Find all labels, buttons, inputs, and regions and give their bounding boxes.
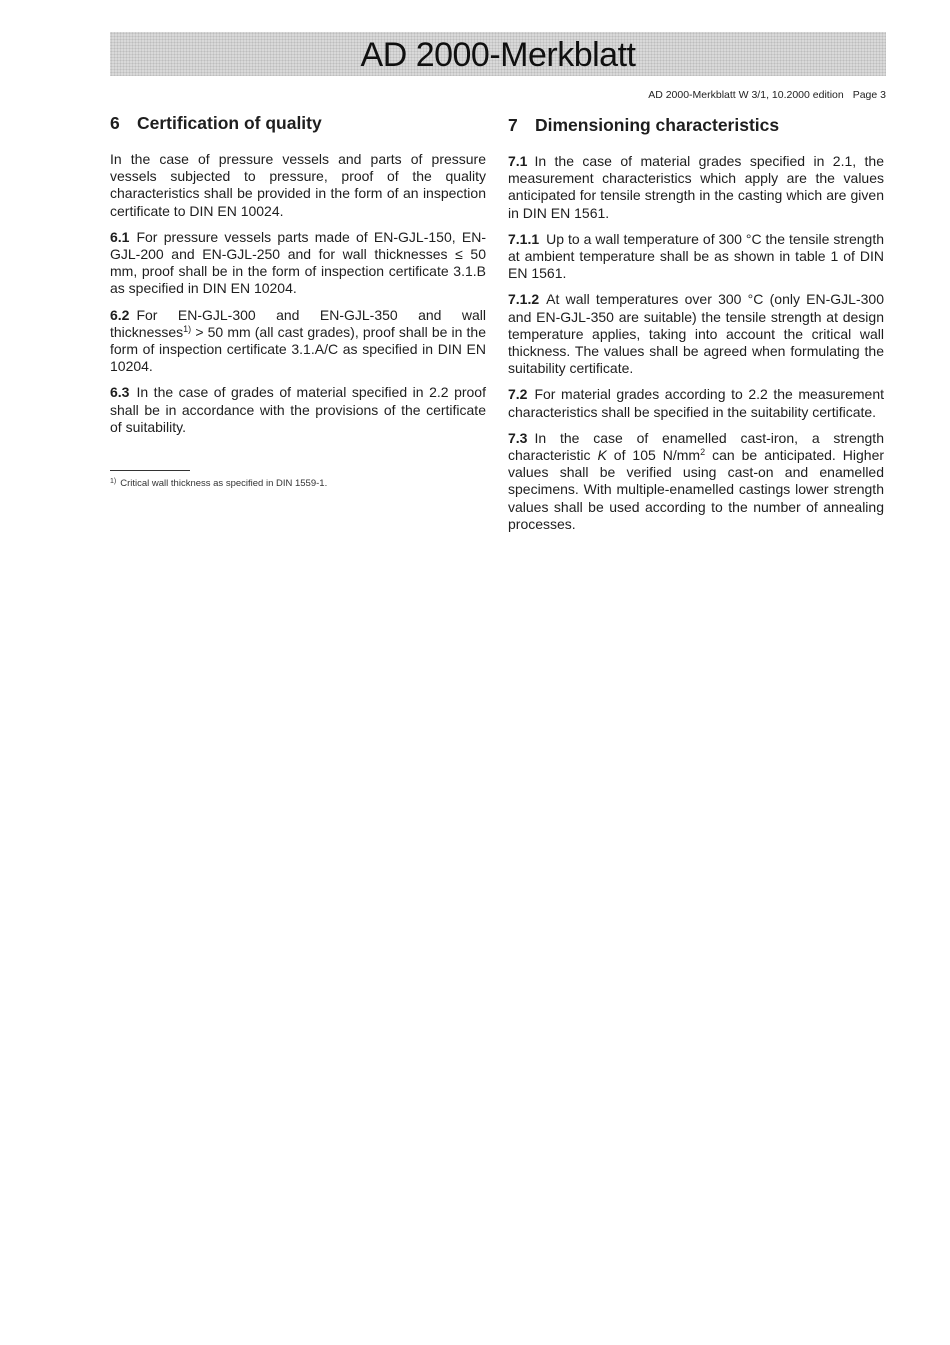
paragraph-7-1-1-number: 7.1.1 — [508, 230, 540, 247]
page-reference — [648, 89, 886, 101]
section-7-number: 7 — [508, 115, 518, 135]
paragraph-7-1-1-text: Up to a wall temperature of 300 °C the tensile strength at ambient temperature shall be as shown in table 1 of DIN EN 1561. — [508, 230, 884, 282]
strength-symbol-k: K — [597, 447, 607, 464]
section-6-title: Certification of quality — [137, 113, 322, 133]
paragraph-7-1-2-number: 7.1.2 — [508, 291, 540, 308]
section-6-heading — [110, 112, 486, 134]
paragraph-6-2-text-end: > 50 mm (all cast grades), proof shall be in the form of inspection certificate 3.1.A/C as specified in DIN EN 10204. — [110, 323, 487, 375]
paragraph-6-3-text: In the case of grades of material specified in 2.2 proof shall be in accordance with the provisions of the certificate of suitability. — [110, 384, 486, 435]
paragraph-7-1-text: In the case of material grades specified in 2.1, the measurement characteristics which apply are the values anticipated for tensile strength in the casting which are given in DIN EN 1561. — [508, 153, 884, 221]
right-column — [508, 114, 884, 542]
paragraph-7-2-text: For material grades according to 2.2 the measurement characteristics shall be specified in the suitability certificate. — [508, 386, 884, 420]
paragraph-6-2-number: 6.2 — [110, 306, 130, 323]
paragraph-7-2 — [508, 386, 884, 420]
unit-exponent: 2 — [700, 447, 706, 458]
edition-reference: AD 2000-Merkblatt W 3/1, 10.2000 edition — [648, 89, 844, 101]
section-6-intro: In the case of pressure vessels and parts of pressure vessels subjected to pressure, proof of the quality characteristics shall be provided in the form of an inspection certificate to DIN EN 10024. — [110, 151, 486, 219]
paragraph-6-1-text: For pressure vessels parts made of EN-GJL-150, EN-GJL-200 and EN-GJL-250 and for wall thicknesses ≤ 50 mm, proof shall be in the form of inspection certificate 3.1.B as specified in DIN EN 10204. — [110, 228, 486, 297]
paragraph-7-1-2 — [508, 291, 884, 377]
paragraph-6-1-number: 6.1 — [110, 228, 130, 245]
paragraph-7-3-text-start: In the case of enamelled cast-iron, a strength characteristic — [508, 429, 884, 464]
section-6-number: 6 — [110, 113, 120, 133]
section-7-title: Dimensioning characteristics — [535, 115, 780, 135]
paragraph-7-3 — [508, 430, 884, 533]
footnote-divider — [110, 470, 190, 471]
paragraph-7-2-number: 7.2 — [508, 386, 528, 403]
paragraph-7-1-number: 7.1 — [508, 153, 528, 169]
footnote-reference: 1) — [183, 323, 192, 334]
paragraph-7-3-number: 7.3 — [508, 429, 528, 446]
left-column — [110, 112, 486, 445]
header-banner — [110, 32, 886, 76]
footnote-mark: 1) — [110, 478, 117, 485]
footnote — [110, 478, 327, 489]
document-title: AD 2000-Merkblatt — [360, 35, 636, 74]
paragraph-6-1 — [110, 229, 486, 298]
paragraph-6-3-number: 6.3 — [110, 384, 130, 401]
paragraph-7-1-2-text: At wall temperatures over 300 °C (only EN-GJL-300 and EN-GJL-350 are suitable) the tensile strength at design temperature applies, taking into account the critical wall thickness. The values shall be agreed when formulating the suitability certificate. — [508, 291, 884, 377]
paragraph-6-3 — [110, 384, 486, 436]
page-number: Page 3 — [852, 89, 886, 101]
paragraph-6-2-text-start: For EN-GJL-300 and EN-GJL-350 and wall thicknesses — [110, 306, 486, 340]
paragraph-7-3-text-end: can be anticipated. Higher values shall be verified using cast-on and enamelled specimens. With multiple-enamelled castings lower strength values shall be used according to the number of annealing processes. — [508, 447, 885, 532]
paragraph-7-1 — [508, 153, 884, 222]
paragraph-6-2 — [110, 307, 486, 376]
paragraph-7-1-1 — [508, 231, 884, 283]
footnote-text: Critical wall thickness as specified in DIN 1559-1. — [120, 478, 328, 489]
section-7-heading — [508, 114, 884, 136]
paragraph-7-3-text-mid: of 105 N/mm — [613, 447, 701, 464]
